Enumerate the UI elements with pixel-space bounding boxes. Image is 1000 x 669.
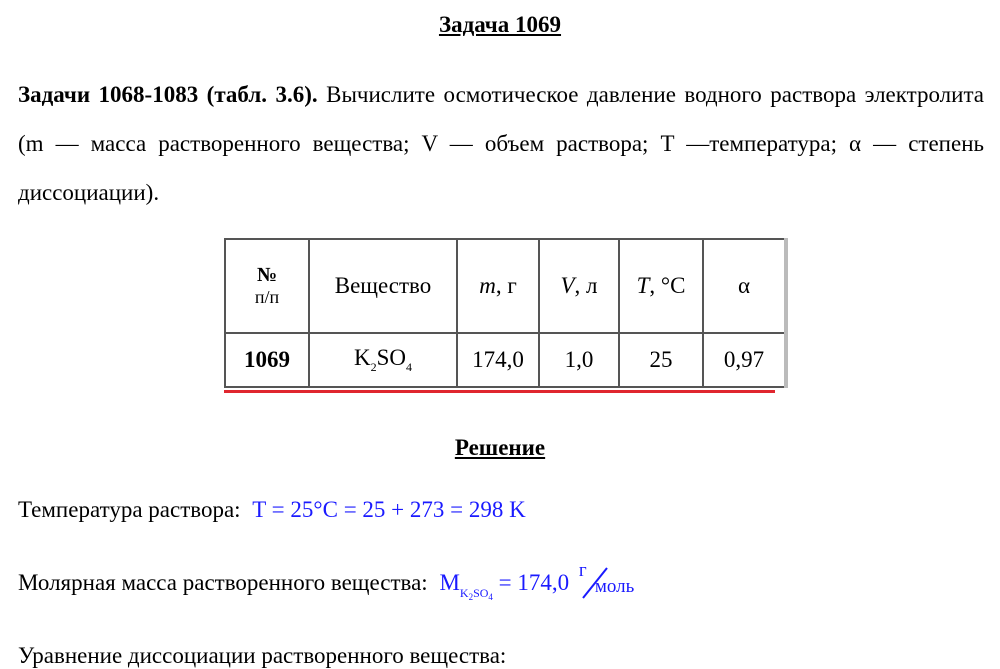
problem-text: Вычислите осмотическое давление водного раствора электролита (m — масса растворенного вещества; V — объем раствора; T —температура; α — степень диссоциации). (18, 82, 984, 205)
cell-temperature: 25 (619, 333, 703, 387)
data-table (224, 238, 788, 388)
header-substance: Вещество (309, 239, 457, 333)
table-underline (224, 390, 775, 393)
cell-volume: 1,0 (539, 333, 619, 387)
temperature-line (18, 497, 526, 523)
header-alpha: α (703, 239, 786, 333)
molar-mass-line (18, 560, 637, 602)
header-number: № п/п (225, 239, 309, 333)
problem-statement (18, 70, 984, 217)
problem-lead: Задачи 1068-1083 (табл. 3.6). (18, 82, 318, 107)
table-row (225, 333, 786, 387)
header-temperature: T, °С (619, 239, 703, 333)
header-mass: m, г (457, 239, 539, 333)
task-title: Задача 1069 (438, 12, 562, 37)
cell-number: 1069 (225, 333, 309, 387)
dissociation-line: Уравнение диссоциации растворенного вещества: (18, 643, 507, 668)
cell-mass: 174,0 (457, 333, 539, 387)
cell-alpha: 0,97 (703, 333, 786, 387)
temperature-formula: T = 25°C = 25 + 273 = 298 K (252, 497, 526, 522)
temperature-label: Температура раствора: (18, 497, 241, 522)
molar-mass-formula: $M_{K_2SO_4} = 174,0$ г моль (439, 570, 636, 595)
molar-mass-label: Молярная масса растворенного вещества: (18, 570, 428, 595)
table-header-row (225, 239, 786, 333)
unit-fraction: г моль (578, 560, 635, 597)
header-volume: V, л (539, 239, 619, 333)
solution-title: Решение (454, 435, 546, 460)
cell-substance: $K_2SO_4$ (309, 333, 457, 387)
